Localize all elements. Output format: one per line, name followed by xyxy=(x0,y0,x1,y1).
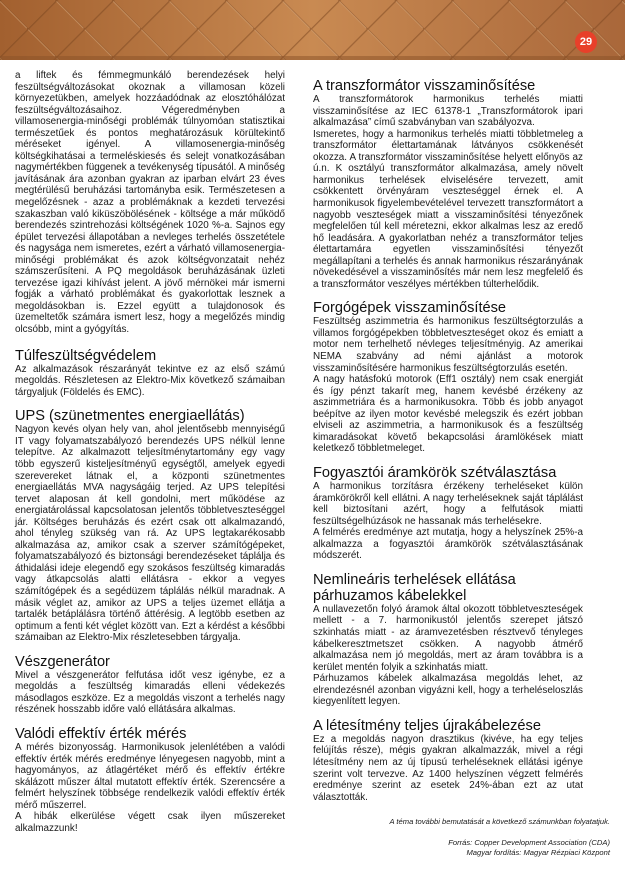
section-heading: A transzformátor visszaminősítése xyxy=(313,78,536,94)
section-paragraph: Feszültség aszimmetria és harmonikus feszültségtorzulás a villamos forgógépekben többletveszteséget okoz és emiatt a motor nem terhelhető névleges teljesítményig. Az amerikai NEMA szabvány ad némi ajánlást a motorok visszaminősítésére harmonikus feszültségtorzulás esetén. xyxy=(313,316,583,374)
section-paragraph: A felmérés eredménye azt mutatja, hogy a helyszínek 25%-a alkalmazza a fogyasztói áramkörök szétválasztásának módszerét. xyxy=(313,527,583,562)
section-paragraph: Ismeretes, hogy a harmonikus terhelés miatti többletmeleg a transzformátor élettartamának látványos csökkenését okozza. A transzformátor visszaminősítése helyett előnyös az ú.n. K osztályú transzformátor alkalmazása, amely növelt harmonikus terhelések elviselésére tervezett, amit csökkentett örvényáram veszteséggel érnek el. A harmonikusok figyelembevételével tervezett transzformátort a nagyobb veszteségek miatt a visszaminősítési tényezőnek megfelelően túl kell méretezni, ekkor alkalmas lesz az eredő hő leadására. A gyakorlatban nehéz a transzformátor teljes élettartamára egyetlen visszaminősítési tényezőt megállapítani a terhelés és annak harmonikus részarányának növekedésével a visszaminősítés már nem lesz megfelelő és a transzformátor veszélyes mértékben túlterhelődik. xyxy=(313,128,583,290)
section-paragraph: A nullavezetőn folyó áramok által okozott többletveszteségek mellett - a 7. harmonikustól jelentős szerepet játszó szkinhatás miatt - az áramvezetésben résztvevő tényleges kábelkeresztmetszet csökken. A nagyobb átmérő alkalmazása nem jó megoldás, mert az áram továbbra is a kerület mentén folyik a szkinhatás miatt. xyxy=(313,603,583,673)
section-heading: UPS (szünetmentes energiaellátás) xyxy=(15,408,245,425)
section-heading: Valódi effektív érték mérés xyxy=(15,725,187,742)
section-paragraph: Mivel a vészgenerátor felfutása időt vesz igénybe, ez a megoldás a feszültség kimaradás elleni védekezés másodlagos eszköze. Ez a megoldás viszont a terhelés nagy részének hosszabb időre való ellátására alkalmas. xyxy=(15,669,285,716)
section-heading: A létesítmény teljes újrakábelezése xyxy=(313,717,541,734)
translation-line: Magyar fordítás: Magyar Rézpiaci Központ xyxy=(466,848,610,857)
section-paragraph: A transzformátorok harmonikus terhelés miatti visszaminősítése az IEC 61378-1 „Transzformátorok ipari alkalmazása” című szabványban van szabályozva. xyxy=(313,94,583,129)
section-paragraph: A mérés bizonyosság. Harmonikusok jelenlétében a valódi effektív érték mérés eredménye lényegesen nagyobb, mint a hagyományos, az átlagértéket mérő és effektív értékre skálázott műszer által mutatott effektív érték. Szerencsére a felmért helyszínek többsége rendelkezik valódi effektív érték mérő műszerrel. xyxy=(15,741,285,811)
section-heading: Túlfeszültségvédelem xyxy=(15,347,157,364)
section-heading: Fogyasztói áramkörök szétválasztása xyxy=(313,464,557,481)
section-paragraph: Ez a megoldás nagyon drasztikus (kivéve, ha egy teljes felújítás része), mégis gyakran alkalmazzák, mivel a régi létesítmény nem az új típusú terheléseknek ellátási igénye szerint volt tervezve. Az 1400 helyszínen végzett felmérés eredménye szerint az esetek 24%-ában ezt az utat választották. xyxy=(313,733,583,803)
left-column xyxy=(15,70,285,834)
decorative-header-banner xyxy=(0,0,625,60)
continued-note: A téma további bemutatását a következő számunkban folyatatjuk. xyxy=(389,817,610,826)
section-heading: Vészgenerátor xyxy=(15,653,110,670)
section-paragraph: Párhuzamos kábelek alkalmazása megoldás lehet, az elrendezésnél azonban vigyázni kell, hogy a terheléseloszlás kiegyenlített legyen. xyxy=(313,673,583,708)
diamond-pattern xyxy=(0,0,625,60)
section-paragraph: Nagyon kevés olyan hely van, ahol jelentősebb mennyiségű IT vagy folyamatszabályozó berendezés UPS nélkül lenne telepítve. Az alkalmazott teljesítménytartomány egy vagy több egyszerű kisteljesítményű egységtől, amelyek egyedi szerevereket látnak el, a központi szünetmentes energiaellátás MVA nagyságáig terjed. Az UPS telepítési tervet alaposan át kell gondolni, mert működése az energiatárolással kapcsolatosan jelentős többletveszteséggel jár. Költséges beruházás és ezért csak ott alkalmazandó, ahol tényleg szükség van rá. Az UPS legtakarékosabb alkalmazása az, amikor csak a szerver számítógépeket, folyamatszabályozó és biztonsági berendezéseket táplálja és áthidalási ideje elegendő egy szokásos feszültség kimaradás vagy átkapcsolás alatti ellátásra - ekkor a vegyes számítógépek és a segédüzem táplálás nélkül maradnak. A másik véglet az, amikor az UPS a teljes üzemet ellátja a tartalék betáplálásra történő áttérésig. A legtöbb esetben az optimum a fenti két véglet között van. Ezt a kérdést a későbbi számaiban az Elektro-Mix részletesebben tárgyalja. xyxy=(15,424,285,644)
page-number-badge: 29 xyxy=(575,31,597,53)
right-column xyxy=(313,78,583,803)
intro-paragraph: a liftek és fémmegmunkáló berendezések helyi feszültségváltozásokat okoznak a villamosan közeli környezetükben, amelyek hozzáadódnak az elosztóhálózat feszültségváltozásaihoz. Végeredményben a villamosenergia-minőségi problémák túlnyomóan statisztikai természetűek és pontos meghatározásuk körültekintő méréseket igényel. A villamosenergia-minőség költségkihatásai a termeléskiesés és selejt vonatkozásában nagymértékben függenek a tevékenység típusától. A minőség javításának ára azonban gyakran az iparban elvárt 23 éves megtérülésű beruházási tartományba esik. Természetesen a megelőzésnek - azaz a problémáknak a kezdeti tervezési szakaszban való kiküszöbölésének - költsége a már működő berendezés szintrehozási költségének 1020 %-a. Sajnos egy épület tervezési állapotában a nevleges terhelés összetétele és nagysága nem ismeretes, ezért a várható villamosenergia-minőségi problémákat és azok költségvonzatait nehéz számszerűsíteni. A PQ megoldások beruházásának üzleti tervezése igazi kihívást jelent. A jövő mérnökei már ismerni fogják a várható problémákat és gyakorlottak lesznek a megoldásokban is. Ezzel együtt a tulajdonosok és üzemeltetők számára ismert lesz, hogy a megelőzés mindig olcsóbb, mint a gyógyítás. xyxy=(15,70,285,336)
section-paragraph: A hibák elkerülése végett csak ilyen műszereket alkalmazzunk! xyxy=(15,811,285,834)
section-heading: Forgógépek visszaminősítése xyxy=(313,300,507,317)
section-paragraph: Az alkalmazások részarányát tekintve ez az első számú megoldás. Részletesen az Elektro-Mix következő számaiban tárgyaljuk (Földelés és EMC). xyxy=(15,363,285,398)
section-paragraph: A nagy hatásfokú motorok (Eff1 osztály) nem csak energiát és így pénzt takarít meg, hanem kevésbé érzékeny az aszimmetriára és a harmonikusokra. Több és jobb anyagot beépítve az ilyen motor kevésbé melegszik és ezért jobban elviseli az aszimmetria, a harmonikusok és a feszültség kimaradásokat követő bekapcsolási áramlökések miatt keletkező többletmeleget. xyxy=(313,374,583,455)
source-line: Forrás: Copper Development Association (CDA) xyxy=(448,838,610,847)
section-paragraph: A harmonikus torzításra érzékeny terheléseket külön áramkörökről kell ellátni. A nagy terheléseknek saját táplálást kell biztosítani azért, hogy a felfutások miatti feszültségelhúzások ne hassanak más terhelésekre. xyxy=(313,481,583,527)
section-heading: Nemlineáris terhelések ellátása párhuzamos kábelekkel xyxy=(313,571,516,604)
